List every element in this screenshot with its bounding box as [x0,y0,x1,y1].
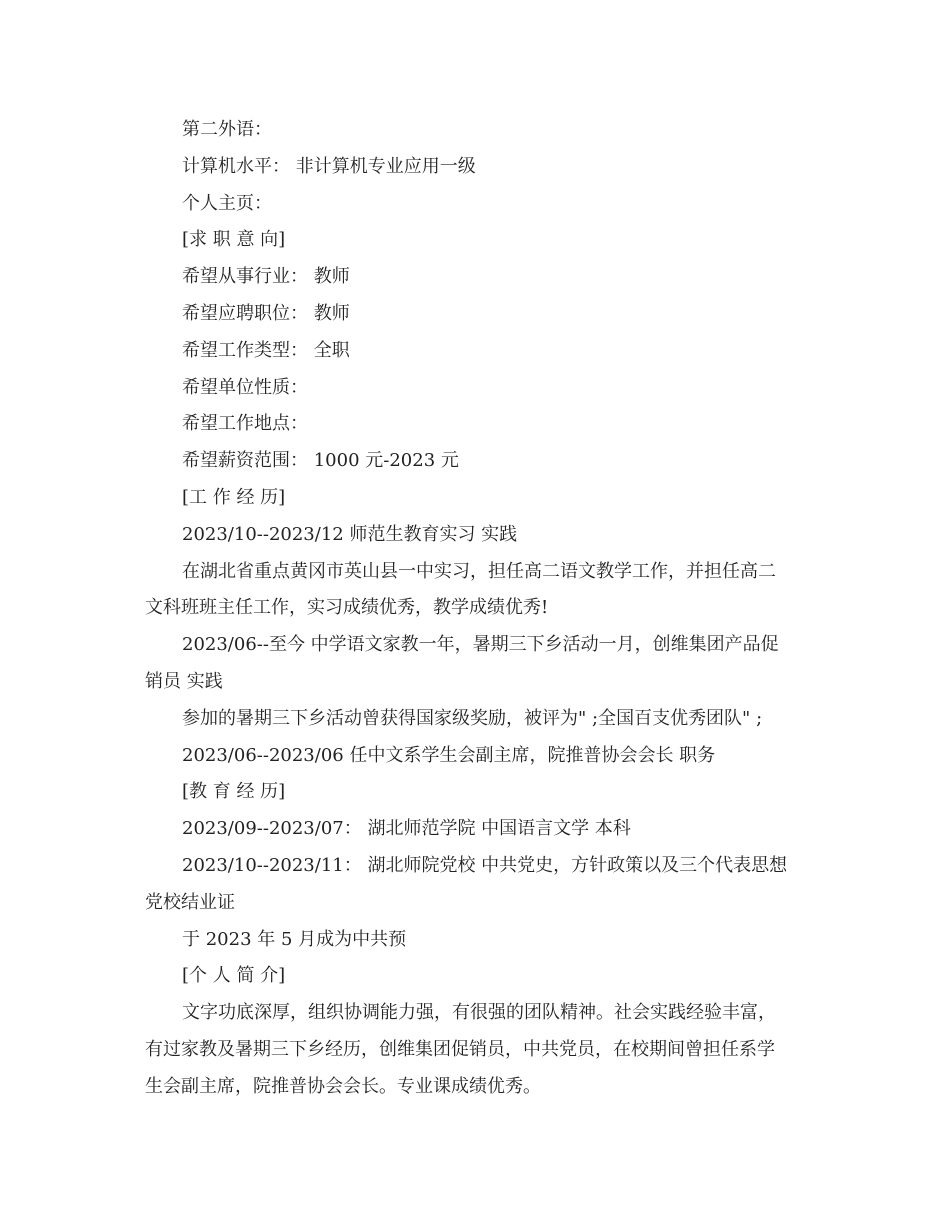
text-line: 文科班班主任工作，实习成绩优秀，教学成绩优秀! [145,597,549,619]
text-line: 2023/06--2023/06 任中文系学生会副主席，院推普协会会长 职务 [182,744,716,766]
text-line: 希望薪资范围： 1000 元-2023 元 [182,450,459,472]
section-heading: [个 人 简 介] [182,965,286,987]
text-line: 销员 实践 [145,670,223,692]
document-body [145,112,805,1106]
text-line: 参加的暑期三下乡活动曾获得国家级奖励，被评为" ;全国百支优秀团队" ; [182,707,763,729]
text-line: 于 2023 年 5 月成为中共预 [182,928,407,950]
text-line: 第二外语： [182,119,272,140]
text-line: 有过家教及暑期三下乡经历，创维集团促销员，中共党员，在校期间曾担任系学 [145,1038,775,1060]
text-line: 文字功底深厚，组织协调能力强，有很强的团队精神。社会实践经验丰富， [182,1002,776,1024]
text-line: 党校结业证 [145,891,235,913]
text-line: 2023/10--2023/12 师范生教育实习 实践 [182,523,518,545]
text-line: 2023/06--至今 中学语文家教一年，暑期三下乡活动一月，创维集团产品促 [182,634,779,656]
text-line: 希望单位性质： [182,376,308,398]
text-line: 希望工作地点： [182,413,308,435]
section-heading: [求 职 意 向] [182,229,286,251]
section-heading: [教 育 经 历] [182,781,286,803]
text-line: 计算机水平： 非计算机专业应用一级 [182,155,476,177]
text-line: 2023/10--2023/11： 湖北师院党校 中共党史，方针政策以及三个代表思想 [182,854,788,876]
text-line: 希望工作类型： 全职 [182,339,350,361]
text-line: 生会副主席，院推普协会会长。专业课成绩优秀。 [145,1075,541,1097]
text-line: 希望从事行业： 教师 [182,266,350,288]
text-line: 在湖北省重点黄冈市英山县一中实习，担任高二语文教学工作，并担任高二 [182,560,776,582]
text-line: 2023/09--2023/07： 湖北师范学院 中国语言文学 本科 [182,818,631,840]
section-heading: [工 作 经 历] [182,486,286,508]
text-line: 希望应聘职位： 教师 [182,302,350,324]
text-line: 个人主页： [182,192,272,214]
